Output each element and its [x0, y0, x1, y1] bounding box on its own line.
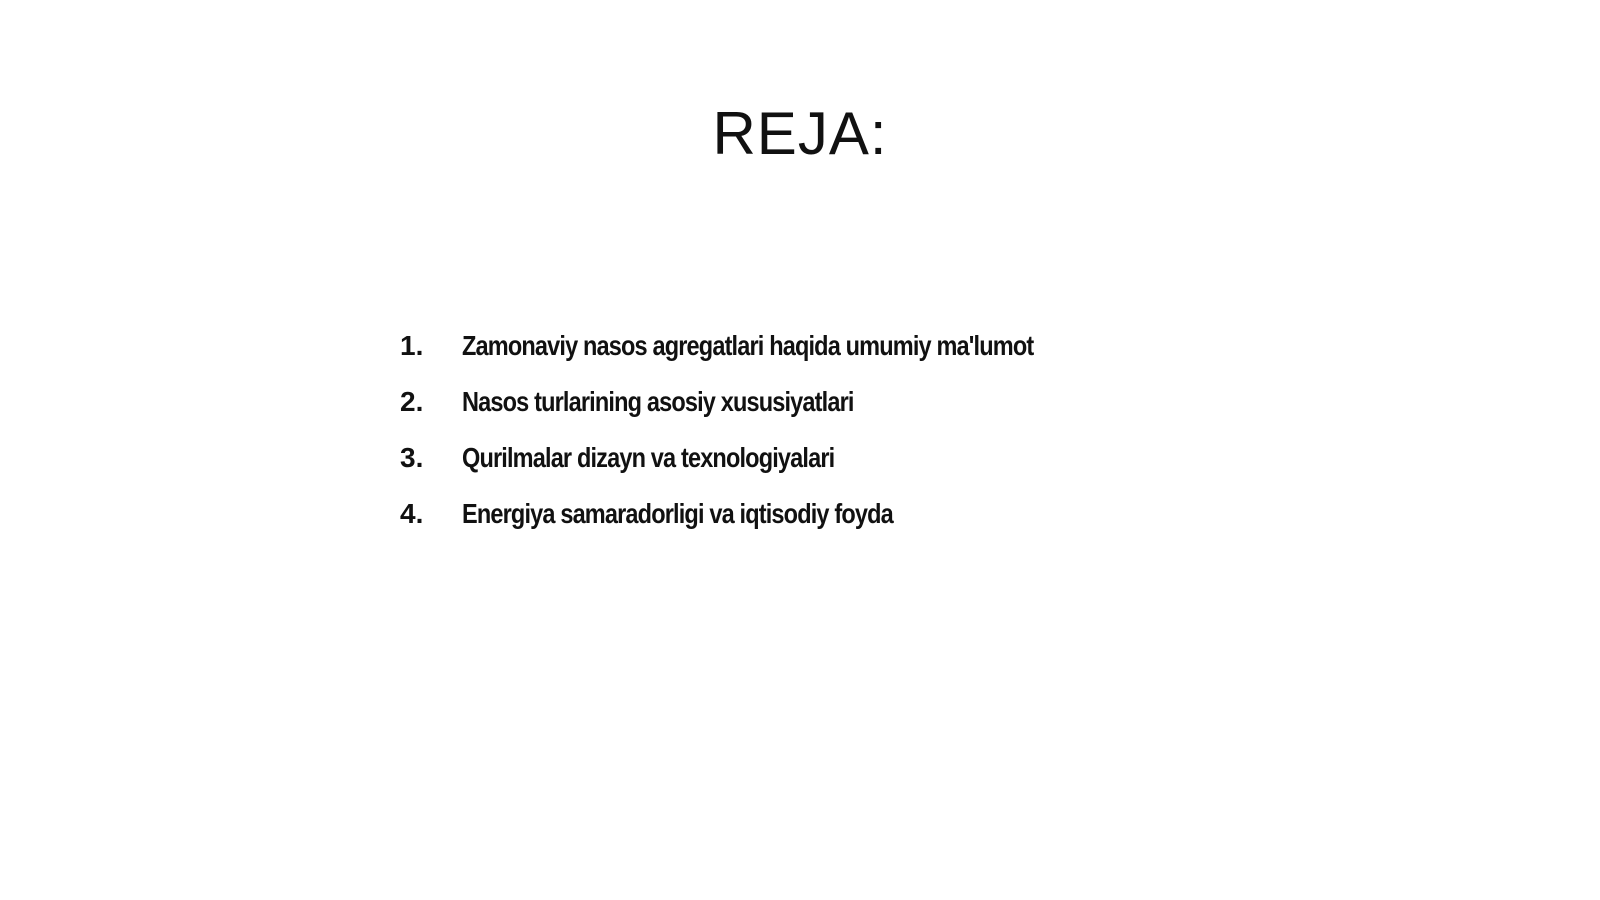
list-item-text: Zamonaviy nasos agregatlari haqida umumiy ma'lumot — [462, 330, 1034, 361]
list-item-number: 1. — [400, 330, 424, 361]
list-item-text: Nasos turlarining asosiy xususiyatlari — [462, 386, 854, 417]
list-item-text: Energiya samaradorligi va iqtisodiy foyda — [462, 498, 893, 529]
plan-list — [400, 318, 1142, 542]
list-item — [400, 486, 1142, 542]
list-item-text: Qurilmalar dizayn va texnologiyalari — [462, 442, 835, 473]
list-item-number: 2. — [400, 386, 424, 417]
list-item-number: 3. — [400, 442, 424, 473]
list-item-number: 4. — [400, 498, 424, 529]
list-item — [400, 318, 1142, 374]
list-item — [400, 374, 1142, 430]
slide-title: REJA: — [712, 100, 888, 167]
list-item — [400, 430, 1142, 486]
